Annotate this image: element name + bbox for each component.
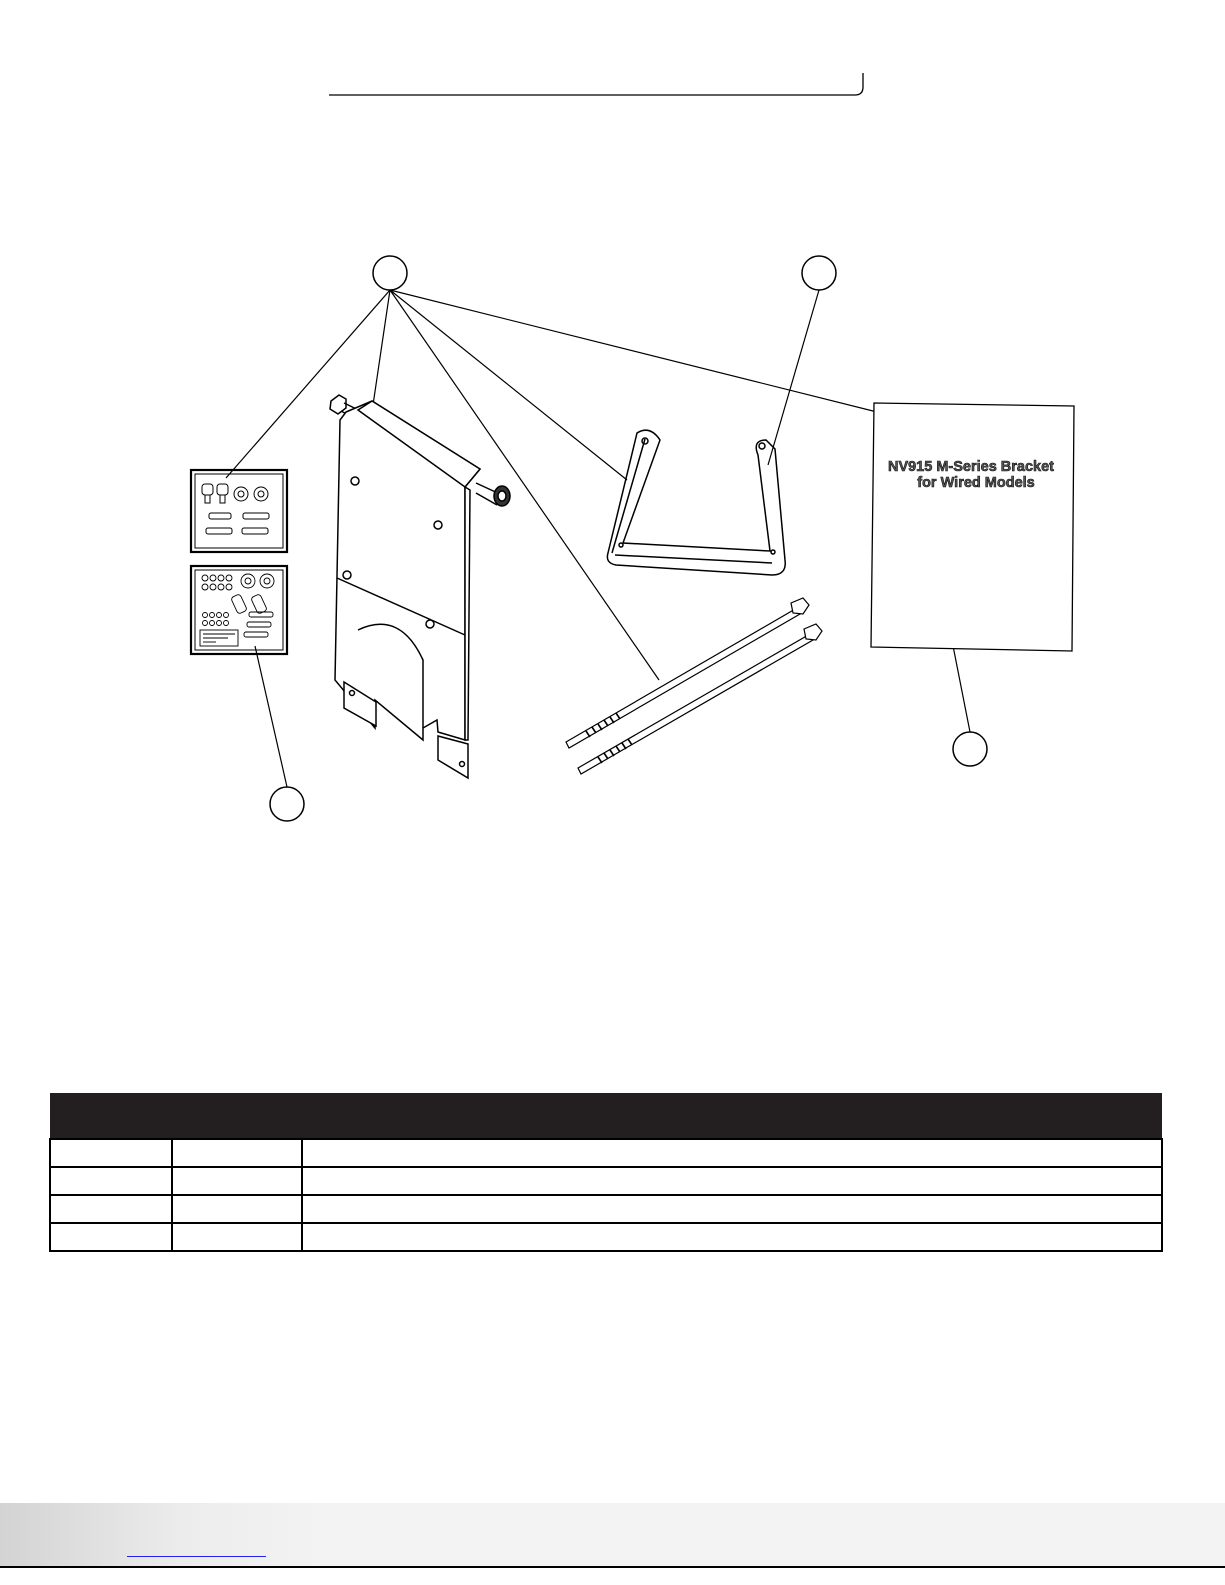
callout-circle-1 xyxy=(373,256,407,290)
hardware-pack-a xyxy=(191,470,287,552)
table-header-row xyxy=(50,1093,1162,1139)
table-row xyxy=(50,1195,1162,1223)
instruction-manual xyxy=(871,403,1074,651)
table-cell xyxy=(50,1195,172,1223)
table-cell xyxy=(302,1223,1162,1251)
callout-circle-4 xyxy=(953,732,987,766)
table-cell xyxy=(50,1167,172,1195)
table-header-cell xyxy=(50,1093,172,1139)
table-cell xyxy=(302,1195,1162,1223)
table-header-cell xyxy=(302,1093,1162,1139)
bracket-plate xyxy=(330,395,510,778)
manual-title-line2: for Wired Models xyxy=(917,475,1035,491)
u-bracket xyxy=(607,430,785,575)
table-cell xyxy=(172,1139,302,1167)
footer-band xyxy=(0,1503,1225,1568)
table-cell xyxy=(172,1223,302,1251)
table-row xyxy=(50,1139,1162,1167)
table-cell xyxy=(172,1195,302,1223)
table-row xyxy=(50,1167,1162,1195)
callout-circle-3 xyxy=(270,787,304,821)
table-cell xyxy=(50,1139,172,1167)
table-cell xyxy=(50,1223,172,1251)
table-cell xyxy=(302,1167,1162,1195)
table-header-cell xyxy=(172,1093,302,1139)
hardware-pack-b xyxy=(191,566,287,654)
footer-link[interactable] xyxy=(127,1556,266,1557)
table-cell xyxy=(302,1139,1162,1167)
callout-circle-2 xyxy=(802,256,836,290)
table-cell xyxy=(172,1167,302,1195)
table-row xyxy=(50,1223,1162,1251)
footer-rule xyxy=(0,1566,1225,1568)
manual-title-line1: NV915 M-Series Bracket xyxy=(887,459,1055,475)
parts-table xyxy=(49,1093,1163,1252)
cable-ties xyxy=(566,598,822,774)
